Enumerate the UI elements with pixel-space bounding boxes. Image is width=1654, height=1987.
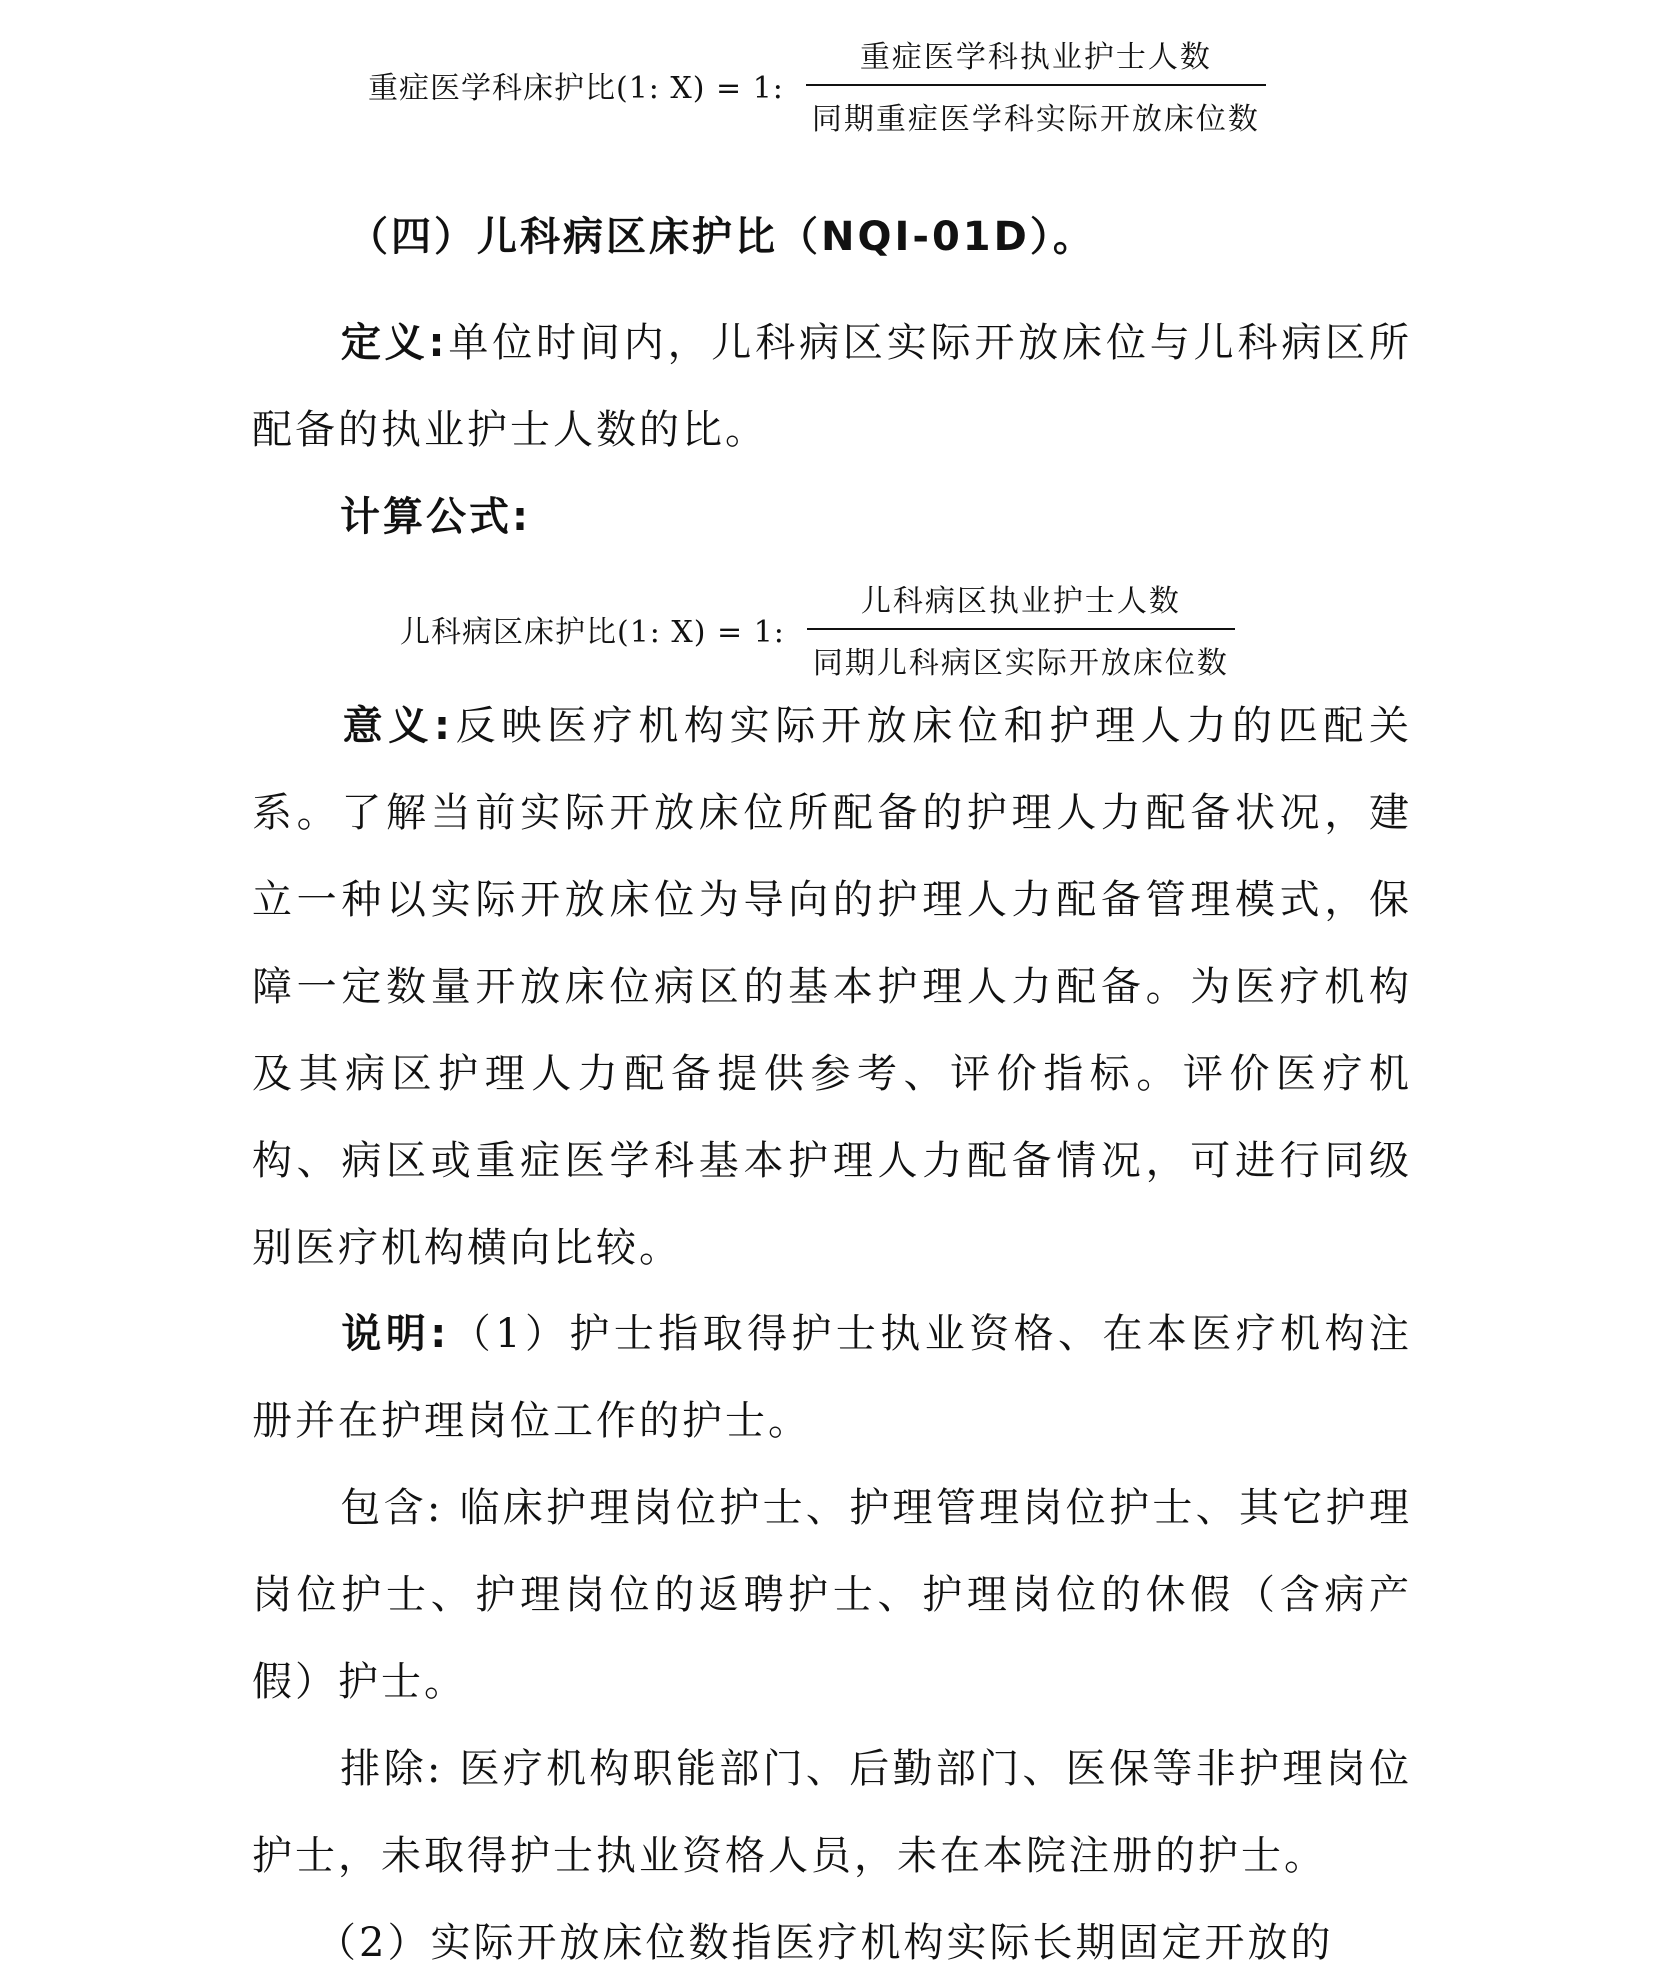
note-label: 说明:	[340, 1311, 450, 1357]
section-heading: （四）儿科病区床护比（NQI-01D）。	[348, 214, 1096, 260]
formula-denominator: 同期重症医学科实际开放床位数	[806, 84, 1266, 138]
include-text: 包含: 临床护理岗位护士、护理管理岗位护士、其它护理岗位护士、护理岗位的返聘护士、护理岗位的休假（含病产假）护士。	[252, 1485, 1412, 1705]
formula-denominator: 同期儿科病区实际开放床位数	[807, 628, 1235, 682]
exclude-text: 排除: 医疗机构职能部门、后勤部门、医保等非护理岗位护士，未取得护士执业资格人员，未在本院注册的护士。	[252, 1746, 1412, 1879]
formula-fraction	[807, 576, 1235, 682]
formula-numerator: 儿科病区执业护士人数	[860, 584, 1181, 619]
note-paragraph	[252, 1291, 1412, 1465]
exclude-paragraph	[252, 1726, 1412, 1900]
include-paragraph	[252, 1465, 1412, 1726]
item2-paragraph	[252, 1900, 1412, 1987]
formula-fraction	[806, 32, 1266, 138]
formula-icu-bed-nurse-ratio	[368, 32, 1266, 138]
formula-lhs: 重症医学科床护比(1: X) = 1:	[368, 71, 784, 106]
definition-text: 单位时间内，儿科病区实际开放床位与儿科病区所配备的执业护士人数的比。	[252, 320, 1413, 453]
calc-label: 计算公式:	[340, 494, 531, 540]
item2-text: （2）实际开放床位数指医疗机构实际长期固定开放的	[316, 1920, 1334, 1966]
meaning-label: 意义:	[340, 703, 453, 749]
meaning-text: 反映医疗机构实际开放床位和护理人力的匹配关系。了解当前实际开放床位所配备的护理人力配备状况，建立一种以实际开放床位为导向的护理人力配备管理模式，保障一定数量开放床位病区的基本护理人力配备。为医疗机构及其病区护理人力配备提供参考、评价指标。评价医疗机构、病区或重症医学科基本护理人力配备情况，可进行同级别医疗机构横向比较。	[252, 703, 1412, 1271]
formula-numerator: 重症医学科执业护士人数	[859, 40, 1212, 75]
meaning-paragraph	[252, 683, 1412, 1292]
formula-lhs: 儿科病区床护比(1: X) = 1:	[400, 615, 785, 650]
definition-paragraph	[252, 300, 1412, 474]
calc-paragraph	[252, 474, 1412, 561]
formula-pediatric-bed-nurse-ratio	[400, 576, 1235, 682]
note-text: （1）护士指取得护士执业资格、在本医疗机构注册并在护理岗位工作的护士。	[252, 1311, 1412, 1444]
definition-label: 定义:	[340, 320, 448, 366]
